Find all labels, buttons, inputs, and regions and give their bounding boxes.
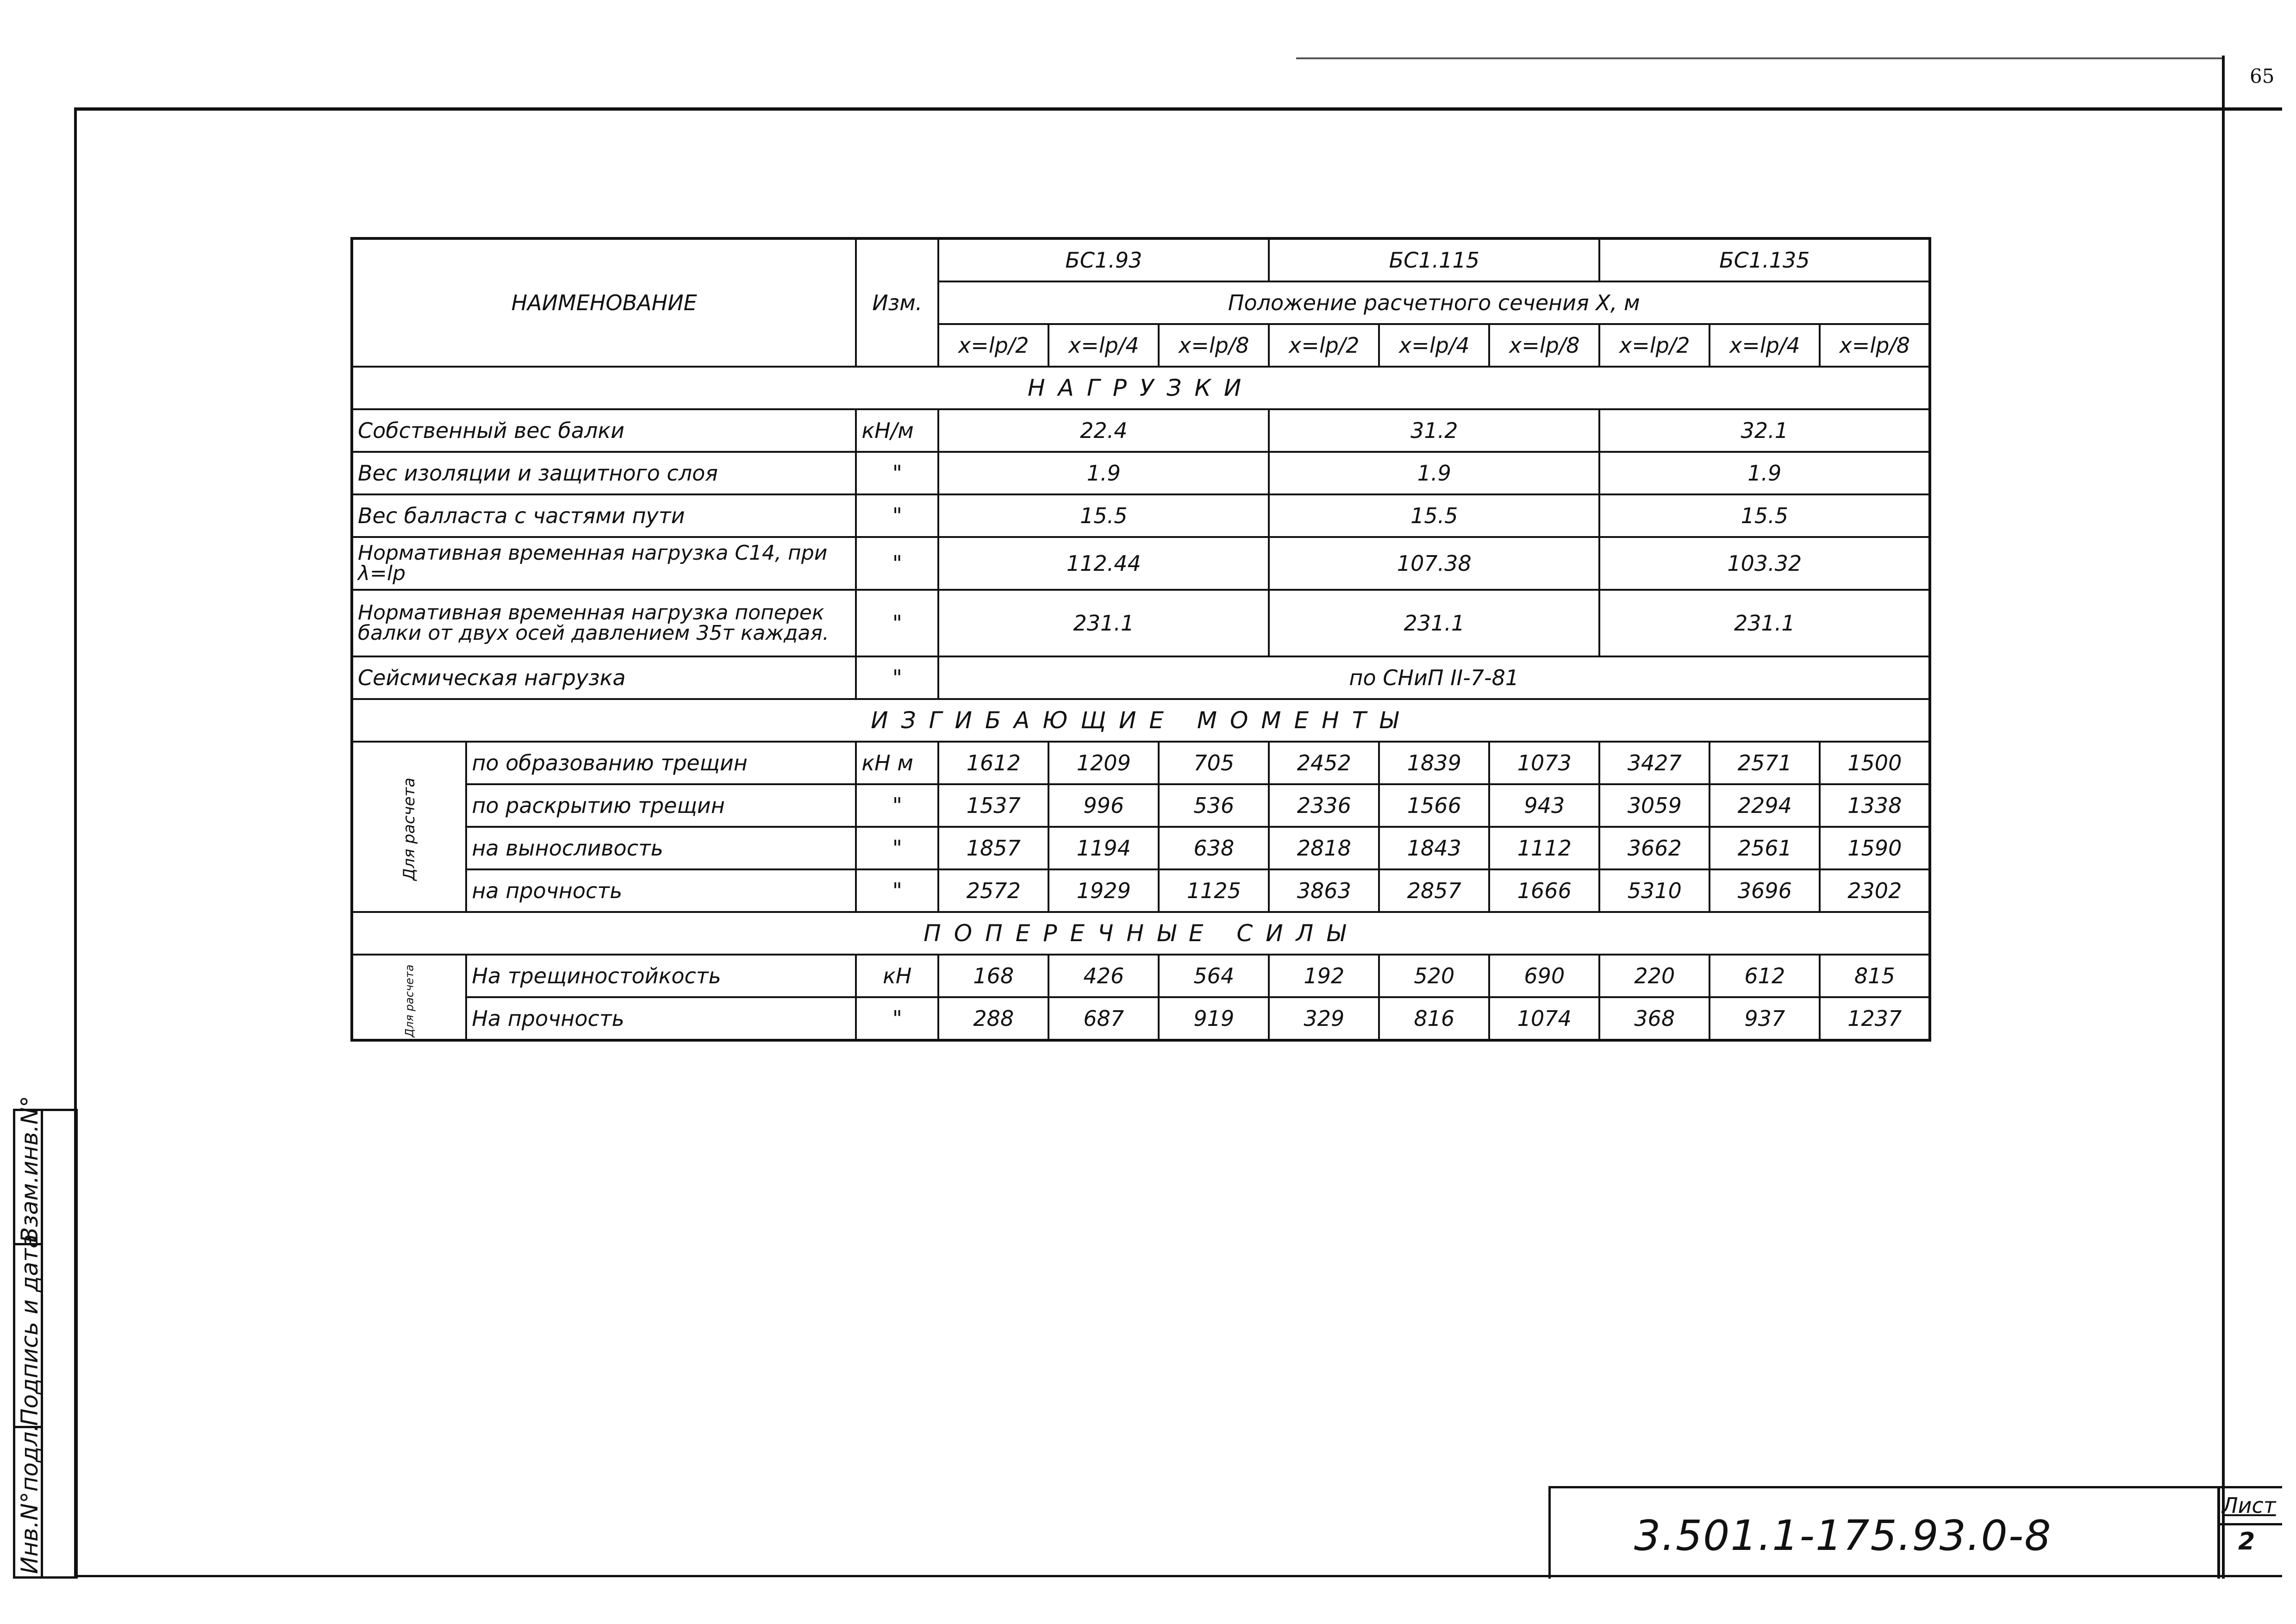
load-value: 32.1 [1599, 409, 1930, 452]
document-code: 3.501.1-175.93.0-8 [1634, 1512, 2052, 1560]
stamp-cell-sign [15, 1234, 43, 1428]
section-title-moments: ИЗГИБАЮЩИЕ МОМЕНТЫ [352, 699, 1930, 742]
moment-value: 1566 [1379, 784, 1489, 827]
moment-value: 1112 [1489, 827, 1599, 869]
beam-header-2: БС1.115 [1269, 238, 1599, 281]
shear-name: На прочность [466, 997, 856, 1040]
load-name: Нормативная временная нагрузка поперек балки от двух осей давлением 35т каждая. [352, 590, 856, 656]
shear-value: 937 [1710, 997, 1820, 1040]
section-title-shear: ПОПЕРЕЧНЫЕ СИЛЫ [352, 912, 1930, 955]
position-col: x=lр/2 [1599, 324, 1710, 367]
position-col: x=lр/8 [1820, 324, 1930, 367]
moment-value: 1194 [1048, 827, 1159, 869]
load-unit: " [856, 537, 938, 590]
load-value: 15.5 [1269, 494, 1599, 537]
load-value: 31.2 [1269, 409, 1599, 452]
moment-value: 1590 [1820, 827, 1930, 869]
shear-value: 612 [1710, 955, 1820, 997]
stamp-inv-no: Инв.N°подл. [16, 1424, 43, 1574]
position-col: x=lр/8 [1159, 324, 1269, 367]
side-stamp [13, 1095, 78, 1579]
shear-value: 520 [1379, 955, 1489, 997]
top-border-line [1296, 57, 2222, 59]
load-value: 231.1 [938, 590, 1269, 656]
shear-value: 288 [938, 997, 1048, 1040]
load-value: 231.1 [1269, 590, 1599, 656]
moment-value: 1500 [1820, 742, 1930, 784]
moment-value: 2336 [1269, 784, 1379, 827]
moment-value: 996 [1048, 784, 1159, 827]
load-value: 1.9 [1599, 452, 1930, 494]
load-name: Собственный вес балки [352, 409, 856, 452]
moment-value: 3662 [1599, 827, 1710, 869]
moment-value: 536 [1159, 784, 1269, 827]
moment-value: 1125 [1159, 869, 1269, 912]
shear-group-text: Для расчета [403, 964, 416, 1037]
shear-value: 690 [1489, 955, 1599, 997]
load-value: 22.4 [938, 409, 1269, 452]
moment-value: 705 [1159, 742, 1269, 784]
moment-value: 3059 [1599, 784, 1710, 827]
load-value: 107.38 [1269, 537, 1599, 590]
load-value: 15.5 [938, 494, 1269, 537]
shear-unit: кН [856, 955, 938, 997]
moment-unit: " [856, 784, 938, 827]
moment-value: 1843 [1379, 827, 1489, 869]
moment-value: 2818 [1269, 827, 1379, 869]
moment-value: 943 [1489, 784, 1599, 827]
moment-value: 1839 [1379, 742, 1489, 784]
load-unit: кН/м [856, 409, 938, 452]
position-header: Положение расчетного сечения X, м [938, 281, 1930, 324]
moment-value: 5310 [1599, 869, 1710, 912]
moment-value: 638 [1159, 827, 1269, 869]
moment-value: 2572 [938, 869, 1048, 912]
moment-value: 1666 [1489, 869, 1599, 912]
shear-value: 815 [1820, 955, 1930, 997]
shear-value: 919 [1159, 997, 1269, 1040]
load-value: 1.9 [1269, 452, 1599, 494]
load-value: 15.5 [1599, 494, 1930, 537]
shear-value: 192 [1269, 955, 1379, 997]
unit-header: Изм. [856, 238, 938, 367]
beam-loads-table [350, 237, 1931, 1042]
beam-header-1: БС1.93 [938, 238, 1269, 281]
moment-value: 3427 [1599, 742, 1710, 784]
beam-header-3: БС1.135 [1599, 238, 1930, 281]
moment-value: 2294 [1710, 784, 1820, 827]
shear-value: 816 [1379, 997, 1489, 1040]
moment-value: 2561 [1710, 827, 1820, 869]
moment-value: 2302 [1820, 869, 1930, 912]
moment-value: 1073 [1489, 742, 1599, 784]
stamp-sign-date: Подпись и дата [16, 1234, 43, 1426]
sheet-label: Лист [2222, 1493, 2276, 1518]
load-name: Вес балласта с частями пути [352, 494, 856, 537]
moment-value: 1338 [1820, 784, 1930, 827]
moment-unit: " [856, 869, 938, 912]
shear-group-label [352, 955, 466, 1040]
shear-value: 368 [1599, 997, 1710, 1040]
load-value: 103.32 [1599, 537, 1930, 590]
moment-value: 2857 [1379, 869, 1489, 912]
section-title-loads: НАГРУЗКИ [352, 367, 1930, 409]
moment-value: 3696 [1710, 869, 1820, 912]
shear-value: 1074 [1489, 997, 1599, 1040]
moment-unit: " [856, 827, 938, 869]
moment-value: 2452 [1269, 742, 1379, 784]
moment-value: 1612 [938, 742, 1048, 784]
shear-unit: " [856, 997, 938, 1040]
moment-name: на выносливость [466, 827, 856, 869]
shear-value: 687 [1048, 997, 1159, 1040]
shear-name: На трещиностойкость [466, 955, 856, 997]
page-number: 65 [2250, 65, 2275, 87]
moment-value: 1929 [1048, 869, 1159, 912]
moment-unit: кН м [856, 742, 938, 784]
shear-value: 1237 [1820, 997, 1930, 1040]
seismic-value: по СНиП II-7-81 [938, 656, 1930, 699]
load-name: Нормативная временная нагрузка С14, при λ=lр [352, 537, 856, 590]
stamp-replace-inv: Взам.инв.N° [16, 1095, 43, 1243]
load-unit: " [856, 452, 938, 494]
shear-value: 168 [938, 955, 1048, 997]
position-col: x=lр/4 [1048, 324, 1159, 367]
load-unit: " [856, 590, 938, 656]
moment-name: по раскрытию трещин [466, 784, 856, 827]
moment-name: на прочность [466, 869, 856, 912]
name-header: НАИМЕНОВАНИЕ [352, 238, 856, 367]
load-value: 112.44 [938, 537, 1269, 590]
position-col: x=lр/8 [1489, 324, 1599, 367]
shear-value: 220 [1599, 955, 1710, 997]
shear-value: 329 [1269, 997, 1379, 1040]
sheet-number: 2 [2238, 1528, 2255, 1555]
moments-group-label [352, 742, 466, 912]
stamp-cell-inv [15, 1424, 43, 1576]
moment-name: по образованию трещин [466, 742, 856, 784]
seismic-unit: " [856, 656, 938, 699]
moment-value: 2571 [1710, 742, 1820, 784]
load-value: 231.1 [1599, 590, 1930, 656]
load-name: Вес изоляции и защитного слоя [352, 452, 856, 494]
moment-value: 1537 [938, 784, 1048, 827]
position-col: x=lр/2 [938, 324, 1048, 367]
load-unit: " [856, 494, 938, 537]
load-value: 1.9 [938, 452, 1269, 494]
shear-value: 426 [1048, 955, 1159, 997]
position-col: x=lр/4 [1710, 324, 1820, 367]
position-col: x=lр/2 [1269, 324, 1379, 367]
seismic-name: Сейсмическая нагрузка [352, 656, 856, 699]
sheet-box-divider [2217, 1523, 2282, 1525]
shear-value: 564 [1159, 955, 1269, 997]
moment-value: 1857 [938, 827, 1048, 869]
moment-value: 1209 [1048, 742, 1159, 784]
position-col: x=lр/4 [1379, 324, 1489, 367]
stamp-cell-replace [15, 1095, 43, 1245]
moment-value: 3863 [1269, 869, 1379, 912]
moments-group-text: Для расчета [400, 777, 419, 881]
